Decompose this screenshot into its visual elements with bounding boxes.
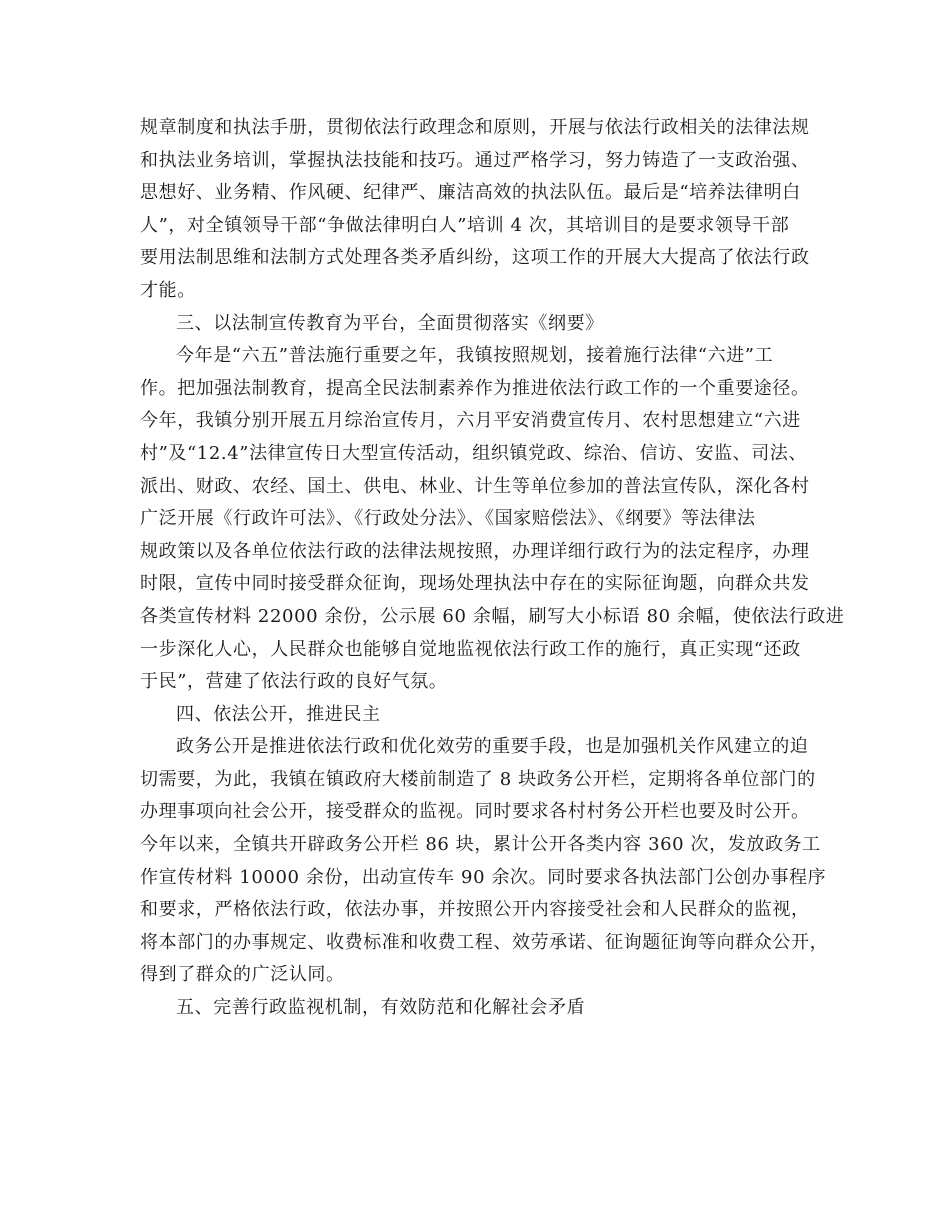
text-line: 政务公开是推进依法行政和优化效劳的重要手段，也是加强机关作风建立的迫	[176, 736, 809, 758]
text-line: 时限，宣传中同时接受群众征询，现场处理执法中存在的实际征询题，向群众共发	[140, 573, 810, 595]
text-line: 和执法业务培训，掌握执法技能和技巧。通过严格学习，努力铸造了一支政治强、	[140, 149, 810, 171]
text-line: 和要求，严格依法行政，依法办事，并按照公开内容接受社会和人民群众的监视，	[140, 899, 810, 921]
text-line: 规政策以及各单位依法行政的法律法规按照，办理详细行政行为的法定程序，办理	[140, 540, 810, 562]
text-line: 三、以法制宣传教育为平台，全面贯彻落实《纲要》	[176, 312, 604, 334]
text-line: 思想好、业务精、作风硬、纪律严、廉洁高效的执法队伍。最后是“培养法律明白	[140, 182, 801, 204]
text-line: 要用法制思维和法制方式处理各类矛盾纠纷，这项工作的开展大大提高了依法行政	[140, 247, 810, 269]
text-line: 四、依法公开，推进民主	[176, 703, 381, 725]
text-line: 人”，对全镇领导干部“争做法律明白人”培训 4 次，其培训目的是要求领导干部	[140, 214, 790, 236]
text-line: 办理事项向社会公开，接受群众的监视。同时要求各村村务公开栏也要及时公开。	[140, 801, 810, 823]
text-line: 切需要，为此，我镇在镇政府大楼前制造了 8 块政务公开栏，定期将各单位部门的	[140, 768, 816, 790]
text-line: 广泛开展《行政许可法》、《行政处分法》、《国家赔偿法》、《纲要》等法律法	[140, 508, 756, 530]
text-line: 一步深化人心，人民群众也能够自觉地监视依法行政工作的施行，真正实现“还政	[140, 638, 801, 660]
text-line: 今年是“六五”普法施行重要之年，我镇按照规划，接着施行法律“六进”工	[176, 345, 774, 367]
text-line: 规章制度和执法手册，贯彻依法行政理念和原则，开展与依法行政相关的法律法规	[140, 117, 810, 138]
text-line: 得到了群众的广泛认同。	[140, 964, 345, 986]
text-line: 五、完善行政监视机制，有效防范和化解社会矛盾	[176, 997, 586, 1019]
document-page	[140, 112, 845, 1025]
text-line: 于民”，营建了依法行政的良好气氛。	[140, 671, 448, 693]
text-line: 将本部门的办事规定、收费标准和收费工程、效劳承诺、征询题征询等向群众公开，	[140, 931, 829, 953]
text-line: 才能。	[140, 279, 196, 301]
text-line: 派出、财政、农经、国土、供电、林业、计生等单位参加的普法宣传队，深化各村	[140, 475, 810, 497]
text-line: 今年以来，全镇共开辟政务公开栏 86 块，累计公开各类内容 360 次，发放政务工	[140, 834, 821, 856]
text-line: 今年，我镇分别开展五月综治宣传月，六月平安消费宣传月、农村思想建立“六进	[140, 410, 801, 432]
text-line: 作。把加强法制教育，提高全民法制素养作为推进依法行政工作的一个重要途径。	[140, 377, 810, 399]
text-line: 村”及“12.4”法律宣传日大型宣传活动，组织镇党政、综治、信访、安监、司法、	[140, 442, 808, 464]
text-line: 各类宣传材料 22000 余份，公示展 60 余幅，刷写大小标语 80 余幅，使依法行政进	[140, 605, 845, 627]
text-line: 作宣传材料 10000 余份，出动宣传车 90 余次。同时要求各执法部门公创办事程序	[140, 866, 827, 888]
